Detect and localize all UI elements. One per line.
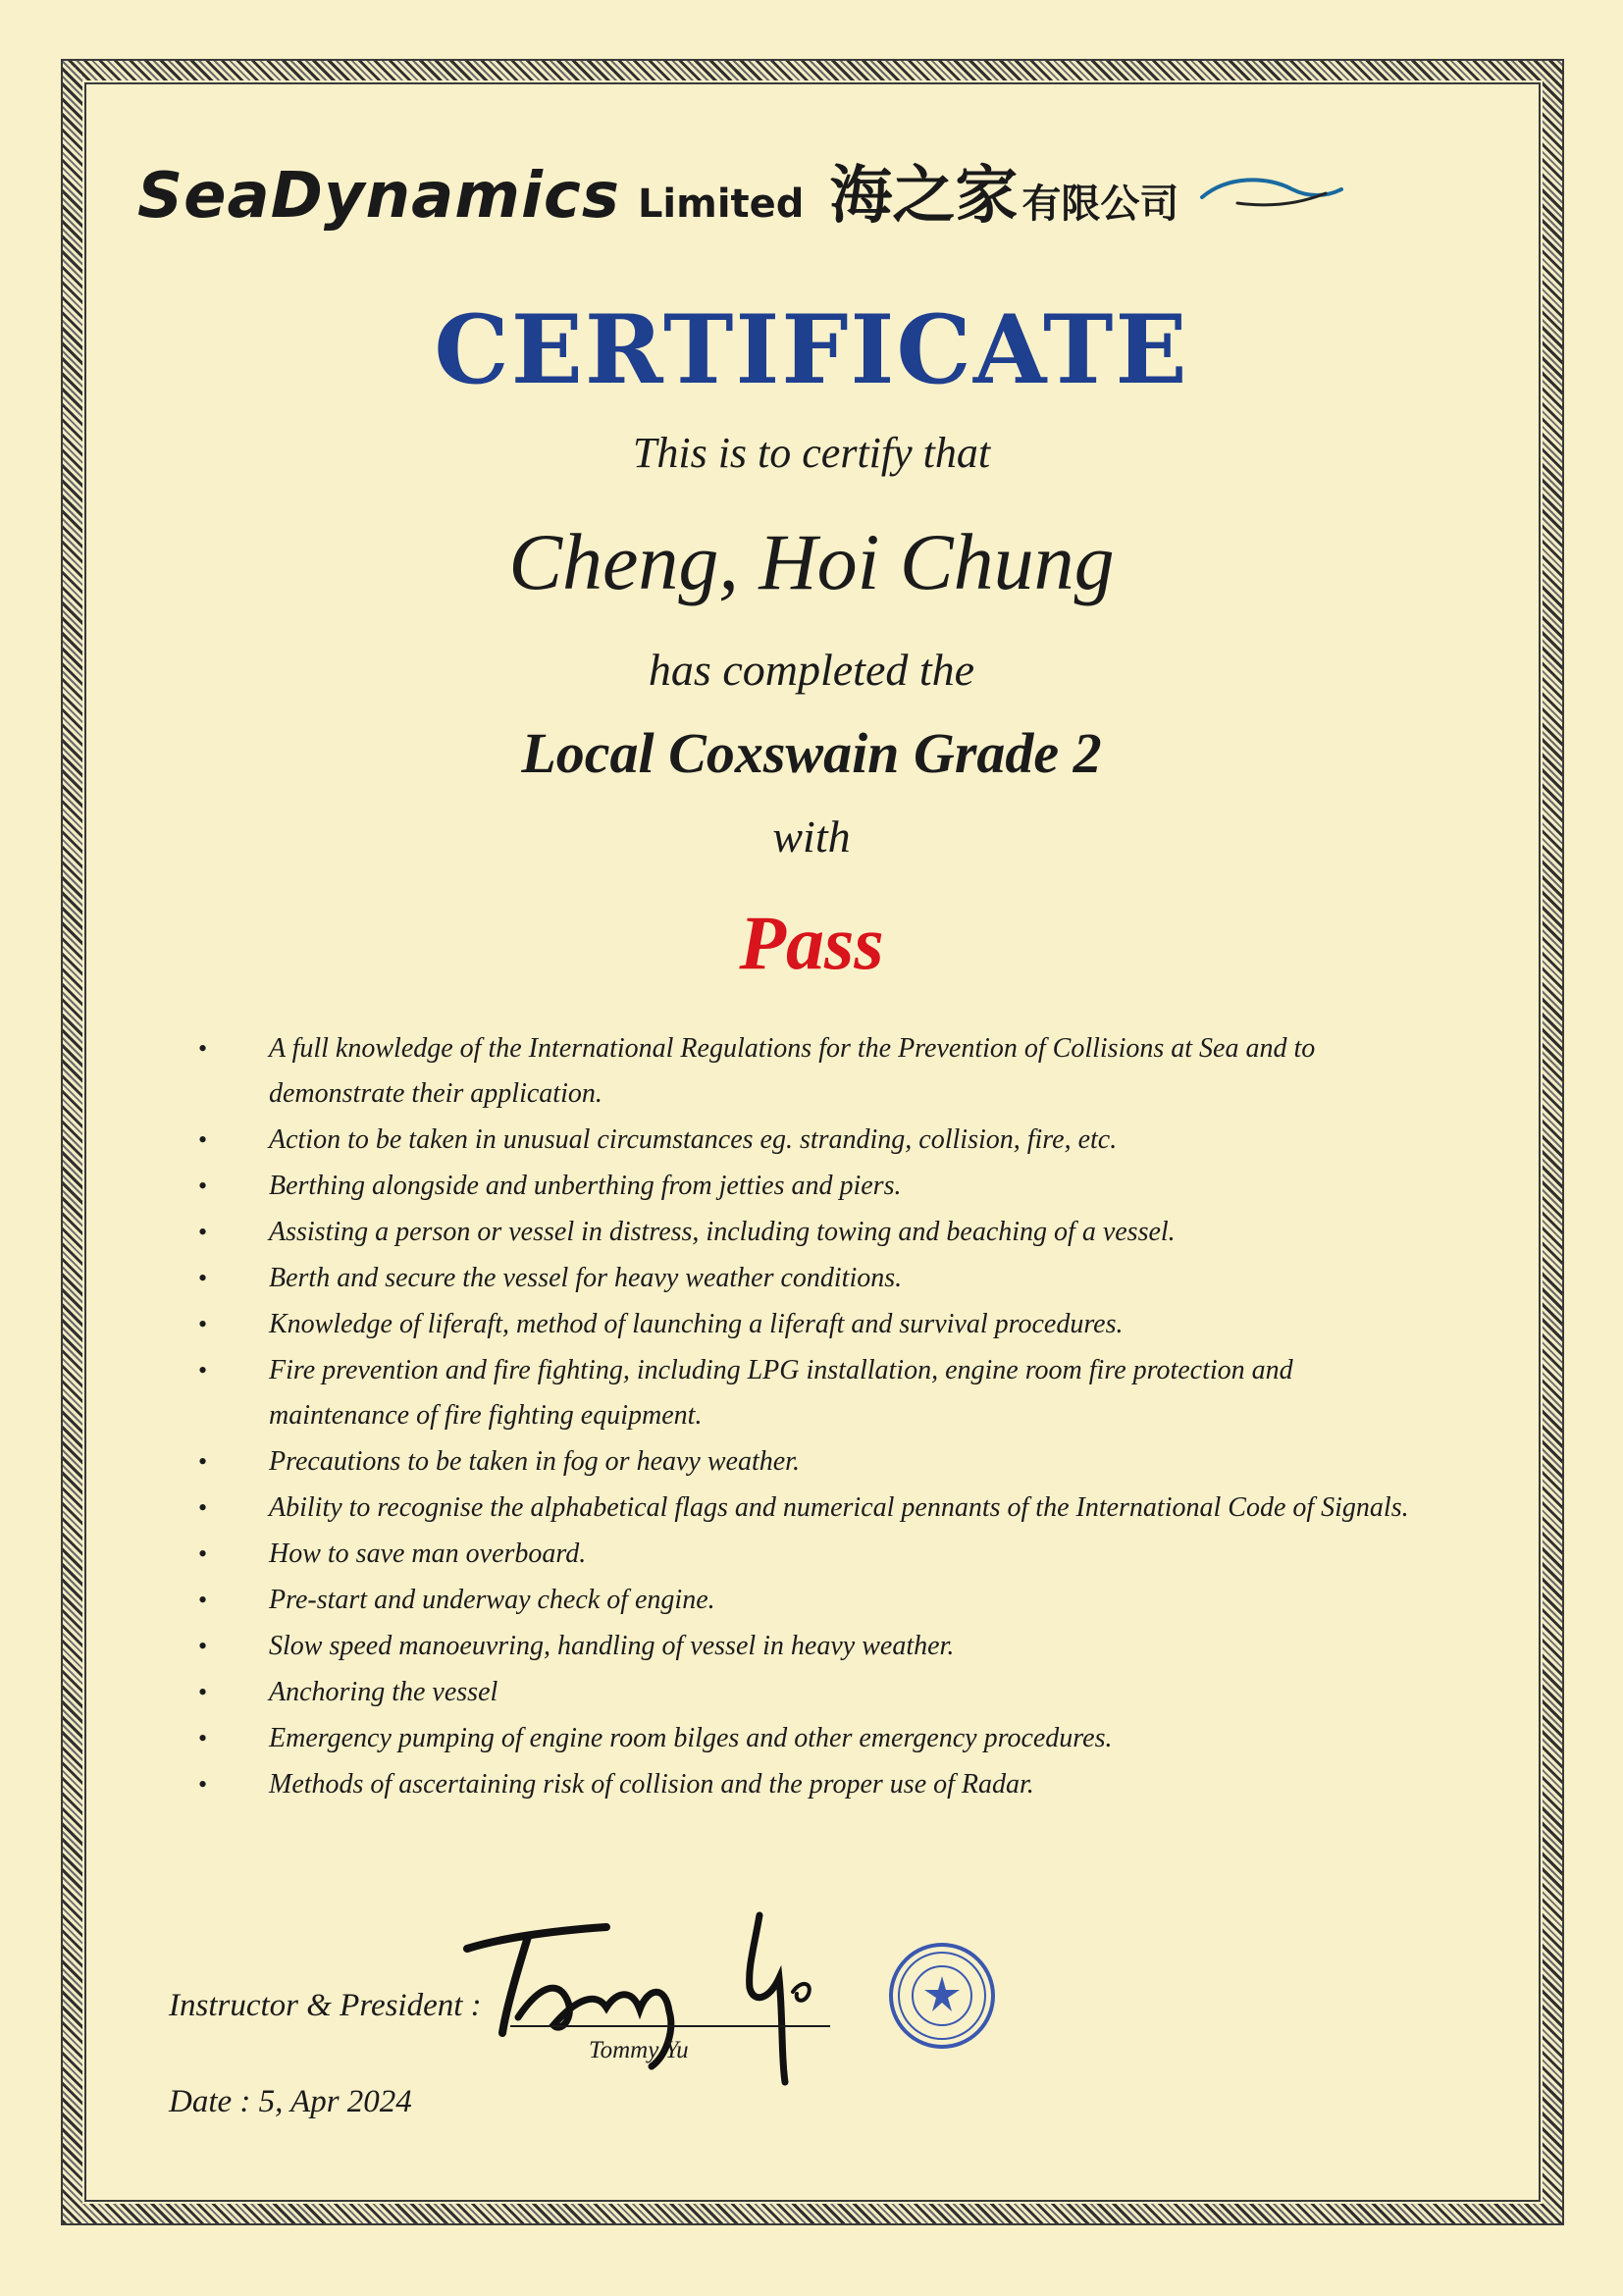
list-item: • Action to be taken in unusual circumstances eg. stranding, collision, fire, etc. <box>196 1118 1413 1163</box>
bullet-icon: • <box>198 1678 208 1706</box>
completed-line: has completed the <box>648 645 975 695</box>
logo-suffix-zh: 有限公司 <box>1021 182 1179 227</box>
bullet-icon: • <box>198 1724 208 1752</box>
recipient-name: Cheng, Hoi Chung <box>508 517 1115 606</box>
bullet-icon: • <box>198 1770 208 1799</box>
list-item: • Pre-start and underway check of engine. <box>196 1578 1413 1623</box>
bullet-icon: • <box>198 1218 208 1246</box>
instructor-label: Instructor & President : <box>169 1988 482 2023</box>
bullet-icon: • <box>198 1034 208 1063</box>
course-name: Local Coxswain Grade 2 <box>521 721 1102 785</box>
list-item: • Assisting a person or vessel in distress, including towing and beaching of a vessel. <box>196 1210 1413 1255</box>
bullet-icon: • <box>198 1586 208 1614</box>
bullet-icon: • <box>198 1447 208 1476</box>
list-item: • Knowledge of liferaft, method of launching a liferaft and survival procedures. <box>196 1302 1413 1347</box>
bullet-icon: • <box>198 1539 208 1568</box>
list-item: • Methods of ascertaining risk of collision and the proper use of Radar. <box>196 1762 1413 1807</box>
signature-line <box>510 2025 830 2027</box>
with-line: with <box>772 811 851 861</box>
certificate-title: CERTIFICATE <box>434 294 1189 405</box>
bullet-icon: • <box>198 1172 208 1200</box>
issue-date: Date : 5, Apr 2024 <box>169 2084 412 2119</box>
bullet-icon: • <box>198 1493 208 1522</box>
bullet-icon: • <box>198 1125 208 1154</box>
company-seal-icon <box>887 1941 997 2051</box>
certify-line: This is to certify that <box>632 429 991 477</box>
list-item: • A full knowledge of the International Regulations for the Prevention of Collisions at Sea and to demonstrate their application. <box>196 1026 1413 1117</box>
list-item: • Emergency pumping of engine room bilges and other emergency procedures. <box>196 1716 1413 1761</box>
company-logo <box>137 145 1345 233</box>
list-item: • Anchoring the vessel <box>196 1670 1413 1715</box>
logo-name-zh: 海之家 <box>829 160 1019 233</box>
logo-name-en: SeaDynamics <box>137 160 620 233</box>
competency-list <box>196 1026 1413 1808</box>
list-item: • Fire prevention and fire fighting, including LPG installation, engine room fire protection and maintenance of fire fighting equipment. <box>196 1348 1413 1438</box>
bullet-icon: • <box>198 1632 208 1660</box>
bullet-icon: • <box>198 1264 208 1292</box>
wave-swoosh-icon <box>1198 168 1345 217</box>
handwritten-signature <box>459 1909 852 2096</box>
list-item: • How to save man overboard. <box>196 1532 1413 1577</box>
bullet-icon: • <box>198 1356 208 1384</box>
logo-suffix-en: Limited <box>637 182 805 227</box>
list-item: • Berthing alongside and unberthing from jetties and piers. <box>196 1164 1413 1209</box>
list-item: • Berth and secure the vessel for heavy weather conditions. <box>196 1256 1413 1301</box>
list-item: • Ability to recognise the alphabetical flags and numerical pennants of the International Code of Signals. <box>196 1486 1413 1531</box>
list-item: • Precautions to be taken in fog or heavy weather. <box>196 1439 1413 1485</box>
signatory-name: Tommy Yu <box>589 2037 689 2063</box>
bullet-icon: • <box>198 1310 208 1338</box>
result-pass: Pass <box>739 900 884 985</box>
list-item: • Slow speed manoeuvring, handling of vessel in heavy weather. <box>196 1624 1413 1669</box>
